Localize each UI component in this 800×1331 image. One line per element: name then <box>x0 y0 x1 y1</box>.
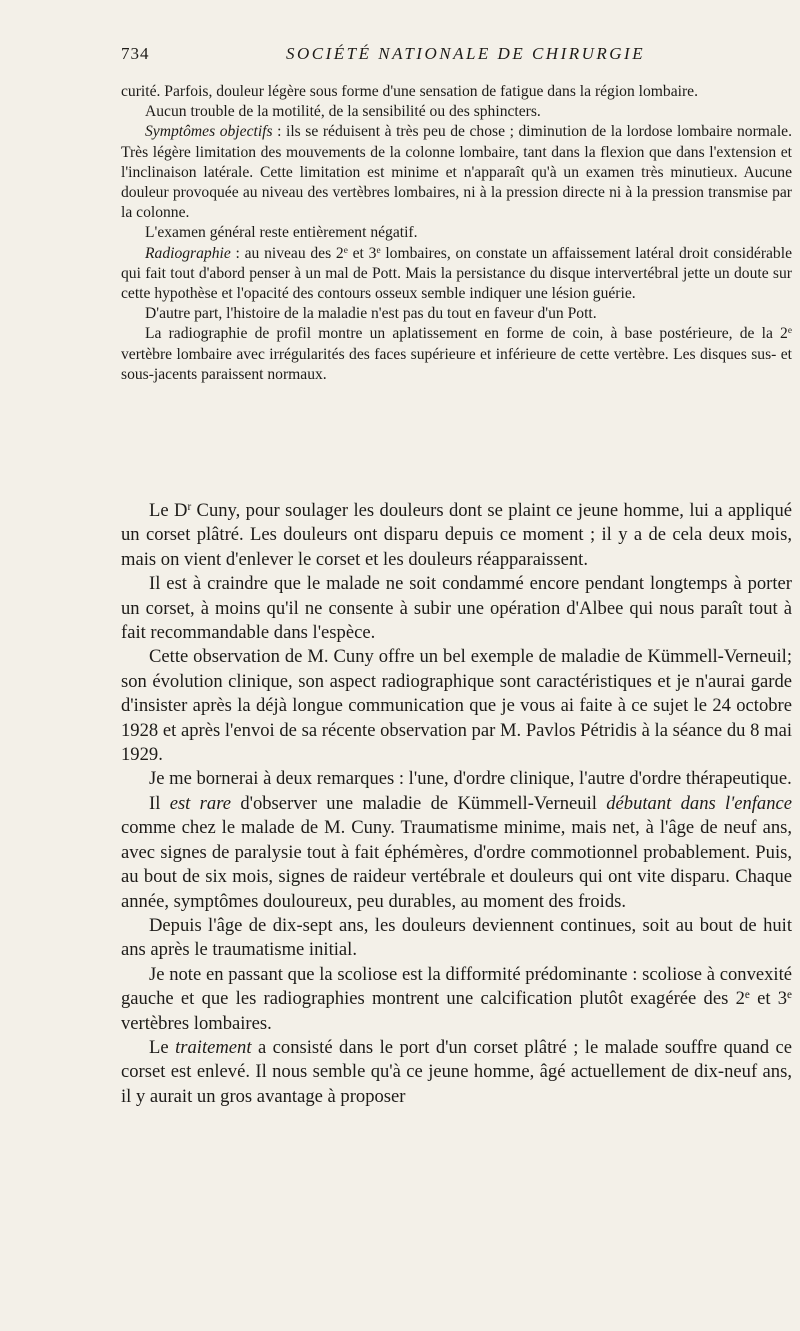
paragraph: Il est rare d'observer une maladie de Kümmell-Verneuil débutant dans l'enfance comme chez le malade de M. Cuny. Traumatisme minime, mais net, à l'âge de neuf ans, avec signes de paralysie tout à fait éphémères, d'ordre commotionnel probablement. Puis, au bout de six mois, signes de raideur vertébrale et douleurs qui ont vite disparu. Chaque année, symptômes douloureux, peu durables, au moment des froids. <box>121 792 793 912</box>
paragraph: Radiographie : au niveau des 2e et 3e lombaires, on constate un affaissement latéral droit considérable qui fait tout d'abord penser à un mal de Pott. Mais la persistance du disque intervertébral jette un doute sur cette hypothèse et l'opacité des contours osseux semble indiquer une lésion guérie. <box>121 244 792 303</box>
commentary-text <box>121 499 792 1109</box>
page-number: 734 <box>121 44 150 63</box>
paragraph: curité. Parfois, douleur légère sous forme d'une sensation de fatigue dans la région lombaire. <box>121 83 698 100</box>
paragraph: Je me bornerai à deux remarques : l'une, d'ordre clinique, l'autre d'ordre thérapeutique. <box>149 768 792 790</box>
running-title: SOCIÉTÉ NATIONALE DE CHIRURGIE <box>286 44 646 63</box>
paragraph: Aucun trouble de la motilité, de la sensibilité ou des sphincters. <box>145 103 541 121</box>
paragraph: L'examen général reste entièrement négatif. <box>145 224 418 242</box>
paragraph: Le traitement a consisté dans le port d'un corset plâtré ; le malade souffre quand ce corset est enlevé. Il nous semble qu'à ce jeune homme, âgé actuellement de dix-neuf ans, il y aurait un gros avantage à proposer <box>121 1036 793 1107</box>
running-header <box>121 44 790 66</box>
case-observation-text <box>121 82 792 385</box>
paragraph: D'autre part, l'histoire de la maladie n'est pas du tout en faveur d'un Pott. <box>145 305 597 323</box>
paragraph: Il est à craindre que le malade ne soit condammé encore pendant longtemps à porter un corset, à moins qu'il ne consente à subir une opération d'Albee qui nous paraît tout à fait recommandable dans l'espèce. <box>121 573 792 644</box>
paragraph: Depuis l'âge de dix-sept ans, les douleurs deviennent continues, soit au bout de huit ans après le traumatisme initial. <box>121 914 792 961</box>
section-label: Symptômes objectifs <box>145 123 273 141</box>
paragraph: Cette observation de M. Cuny offre un bel exemple de maladie de Kümmell-Verneuil; son évolution clinique, son aspect radiographique sont caractéristiques et je n'aurai garde d'insister après la déjà longue communication que je vous ai faite à ce sujet le 24 octobre 1928 et après l'envoi de sa récente observation par M. Pavlos Pétridis à la séance du 8 mai 1929. <box>121 646 792 766</box>
paragraph: Le $D^r$ Cuny, pour soulager les douleurs dont se plaint ce jeune homme, lui a appliqué un corset plâtré. Les douleurs ont disparu depuis ce moment ; il y a de cela deux mois, mais on vient d'enlever le corset et les douleurs réapparaissent. <box>121 500 793 570</box>
section-label: Radiographie <box>145 244 231 262</box>
paragraph: Je note en passant que la scoliose est la difformité prédominante : scoliose à convexité gauche et que les radiographies montrent une calcification plutôt exagérée des 2e et 3e vertèbres lombaires. <box>121 963 792 1034</box>
paragraph: La radiographie de profil montre un aplatissement en forme de coin, à base postérieure, de la 2e vertèbre lombaire avec irrégularités des faces supérieure et inférieure de cette vertèbre. Les disques sus- et sous-jacents paraissent normaux. <box>121 325 792 383</box>
paragraph: Symptômes objectifs : ils se réduisent à très peu de chose ; diminution de la lordose lombaire normale. Très légère limitation des mouvements de la colonne lombaire, tant dans la flexion que dans l'extension et l'inclinaison latérale. Cette limitation est minime et n'apparaît qu'à un examen très minutieux. Aucune douleur provoquée au niveau des vertèbres lombaires, ni à la pression directe ni à la pression transmise par la colonne. <box>121 123 792 222</box>
